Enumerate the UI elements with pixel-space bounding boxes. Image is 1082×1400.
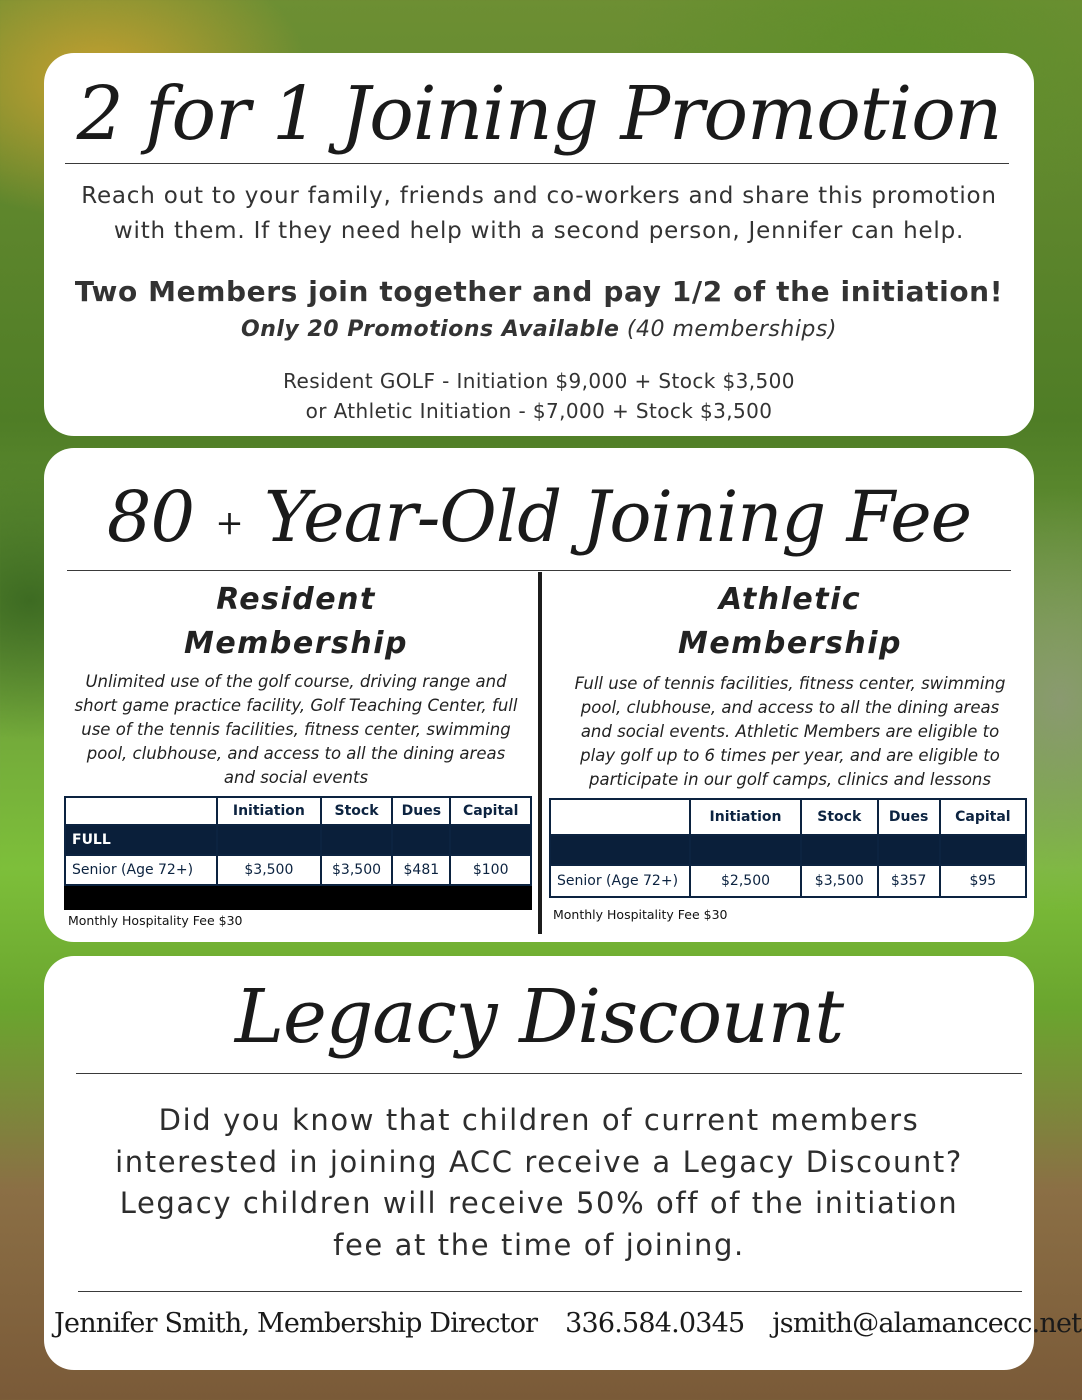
header-capital: Capital	[450, 797, 531, 825]
availability-note: (40 memberships)	[626, 317, 837, 342]
availability-bold: Only 20 Promotions Available	[241, 317, 620, 342]
legacy-card	[44, 956, 1082, 1370]
promotion-availability	[44, 317, 1034, 342]
stock-value: $3,500	[801, 865, 878, 897]
title-plus: +	[215, 503, 243, 543]
column-divider	[538, 572, 542, 934]
dues-value: $481	[392, 855, 450, 885]
header-stock: Stock	[321, 797, 393, 825]
divider	[78, 1291, 1022, 1292]
promotion-card	[44, 53, 1034, 436]
resident-hospitality-fee: Monthly Hospitality Fee $30	[68, 913, 243, 928]
contact-line	[44, 1308, 1082, 1339]
table-row	[65, 855, 531, 885]
athletic-heading-line-1: Athletic	[718, 582, 862, 617]
divider	[67, 570, 1011, 571]
contact-email[interactable]: jsmith@alamancecc.net	[772, 1308, 1082, 1339]
resident-membership-heading	[76, 578, 516, 666]
resident-heading-line-1: Resident	[216, 582, 376, 617]
table-header-row	[550, 799, 1026, 835]
header-cell	[65, 797, 217, 825]
initiation-value: $2,500	[690, 865, 801, 897]
resident-membership-description: Unlimited use of the golf course, driving range and short game practice facility, Golf Teaching Center, full use of the tennis facilities, fitness center, swimming pool, clubhouse, and access to all the dining areas and social events	[74, 672, 518, 787]
title-age: 80	[106, 476, 194, 558]
row-label: Senior (Age 72+)	[65, 855, 217, 885]
stock-value: $3,500	[321, 855, 393, 885]
promotion-title: 2 for 1 Joining Promotion	[76, 71, 1002, 157]
contact-name: Jennifer Smith, Membership Director	[54, 1308, 538, 1339]
header-initiation: Initiation	[217, 797, 321, 825]
divider	[76, 1073, 1022, 1074]
price-line-1: Resident GOLF - Initiation $9,000 + Stock $3,500	[283, 369, 795, 393]
athletic-hospitality-fee: Monthly Hospitality Fee $30	[553, 907, 728, 922]
header-initiation: Initiation	[690, 799, 801, 835]
promotion-intro-line-1: Reach out to your family, friends and co-workers and share this promotion	[81, 183, 997, 209]
athletic-heading-line-2: Membership	[677, 626, 903, 661]
table-row	[550, 865, 1026, 897]
athletic-membership-description: Full use of tennis facilities, fitness center, swimming pool, clubhouse, and access to all the dining areas and social events. Athletic Members are eligible to play golf up to 6 times per year, and are eligible to participate in our golf camps, clinics and lessons	[574, 674, 1006, 789]
resident-fee-table	[64, 796, 532, 910]
table-header-row	[65, 797, 531, 825]
legacy-title: Legacy Discount	[234, 974, 844, 1060]
band-label: FULL	[65, 825, 217, 855]
table-band-row	[65, 825, 531, 855]
dues-value: $357	[878, 865, 940, 897]
promotion-intro-line-2: with them. If they need help with a second person, Jennifer can help.	[113, 218, 965, 244]
capital-value: $95	[940, 865, 1026, 897]
resident-heading-line-2: Membership	[183, 626, 409, 661]
legacy-body: Did you know that children of current members interested in joining ACC receive a Legacy Discount? Legacy children will receive 50% off of the initiation fee at the time of joining.	[115, 1103, 963, 1262]
row-label: Senior (Age 72+)	[550, 865, 690, 897]
header-cell	[550, 799, 690, 835]
header-stock: Stock	[801, 799, 878, 835]
table-band-row	[550, 835, 1026, 865]
initiation-value: $3,500	[217, 855, 321, 885]
promotion-headline: Two Members join together and pay 1/2 of the initiation!	[74, 275, 1004, 308]
athletic-fee-table	[549, 798, 1027, 898]
capital-value: $100	[450, 855, 531, 885]
header-dues: Dues	[878, 799, 940, 835]
header-dues: Dues	[392, 797, 450, 825]
header-capital: Capital	[940, 799, 1026, 835]
title-rest: Year-Old Joining Fee	[264, 476, 972, 558]
senior-fee-title	[44, 476, 1034, 558]
contact-phone[interactable]: 336.584.0345	[565, 1308, 745, 1339]
senior-fee-card	[44, 448, 1034, 942]
price-line-2: or Athletic Initiation - $7,000 + Stock $3,500	[305, 399, 773, 423]
divider	[65, 163, 1009, 164]
athletic-membership-heading	[570, 578, 1010, 666]
table-footer-bar	[65, 885, 531, 909]
